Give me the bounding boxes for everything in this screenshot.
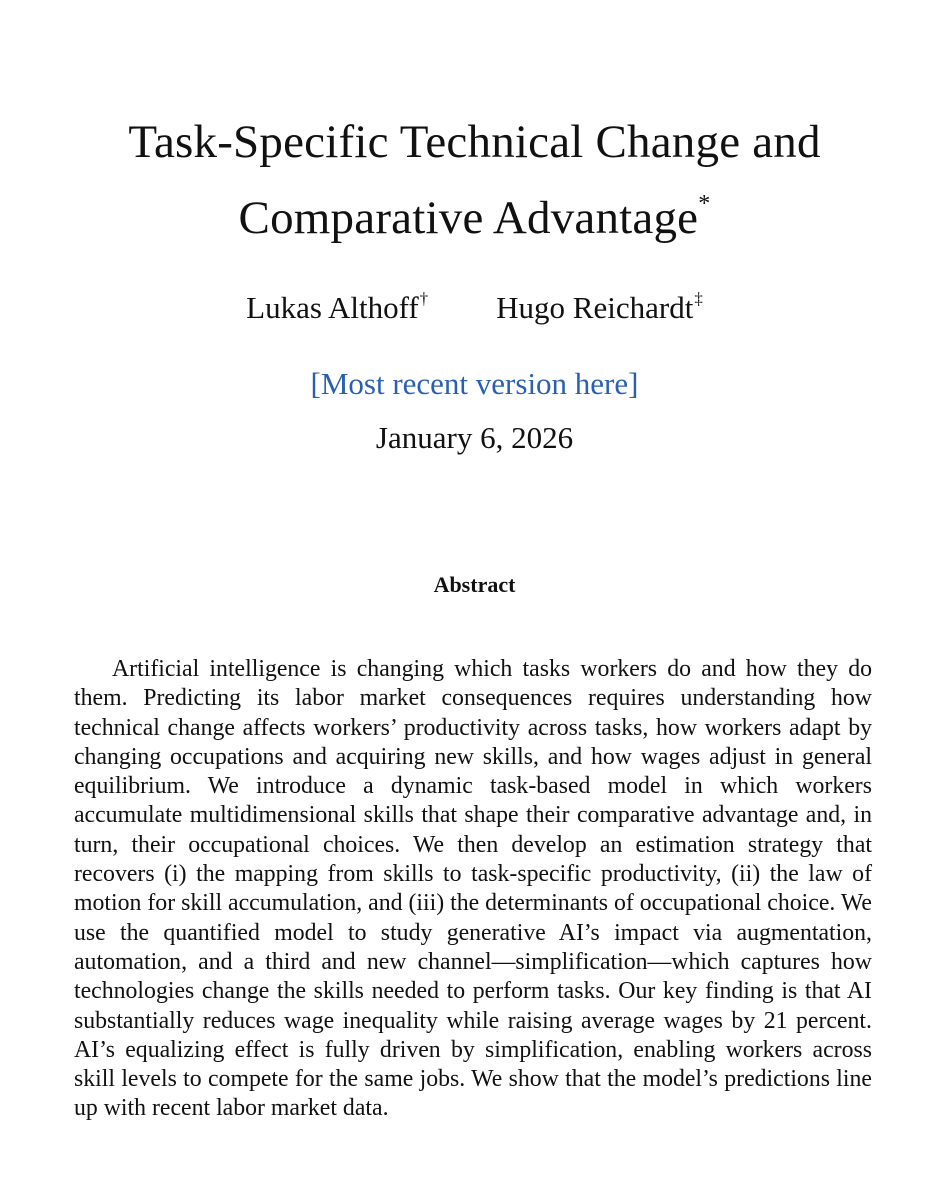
author-list bbox=[0, 288, 949, 328]
paper-title-text: Task-Specific Technical Change and Comparative Advantage bbox=[128, 116, 821, 244]
author-2-footnote-mark: ‡ bbox=[694, 289, 703, 308]
author-1-name: Lukas Althoff bbox=[246, 290, 419, 325]
most-recent-version-link[interactable]: [Most recent version here] bbox=[310, 366, 639, 401]
author-1-footnote-mark: † bbox=[419, 289, 429, 308]
author-2 bbox=[496, 288, 703, 328]
abstract-text: Artificial intelligence is changing which tasks workers do and how they do them. Predicting its labor market consequences requires understanding how technical change affects workers’ productivity across tasks, how workers adapt by changing occupations and acquiring new skills, and how wages adjust in general equilibrium. We introduce a dynamic task-based model in which workers accumulate multidimensional skills that shape their comparative advantage and, in turn, their occupational choices. We then develop an estimation strategy that recovers (i) the mapping from skills to task-specific productivity, (ii) the law of motion for skill accumulation, and (iii) the determinants of occupational choice. We use the quantified model to study generative AI’s impact via augmentation, automation, and a third and new channel—simplification—which captures how technologies change the skills needed to perform tasks. Our key finding is that AI substantially reduces wage inequality while raising average wages by 21 percent. AI’s equalizing effect is fully driven by simplification, enabling workers across skill levels to compete for the same jobs. We show that the model’s predictions line up with recent labor market data. bbox=[74, 656, 872, 1122]
title-footnote-mark: * bbox=[698, 191, 711, 217]
author-2-name: Hugo Reichardt bbox=[496, 290, 694, 325]
abstract-heading: Abstract bbox=[433, 572, 516, 597]
author-1 bbox=[246, 288, 428, 328]
paper-date: January 6, 2026 bbox=[375, 420, 574, 455]
paper-title bbox=[0, 104, 949, 256]
